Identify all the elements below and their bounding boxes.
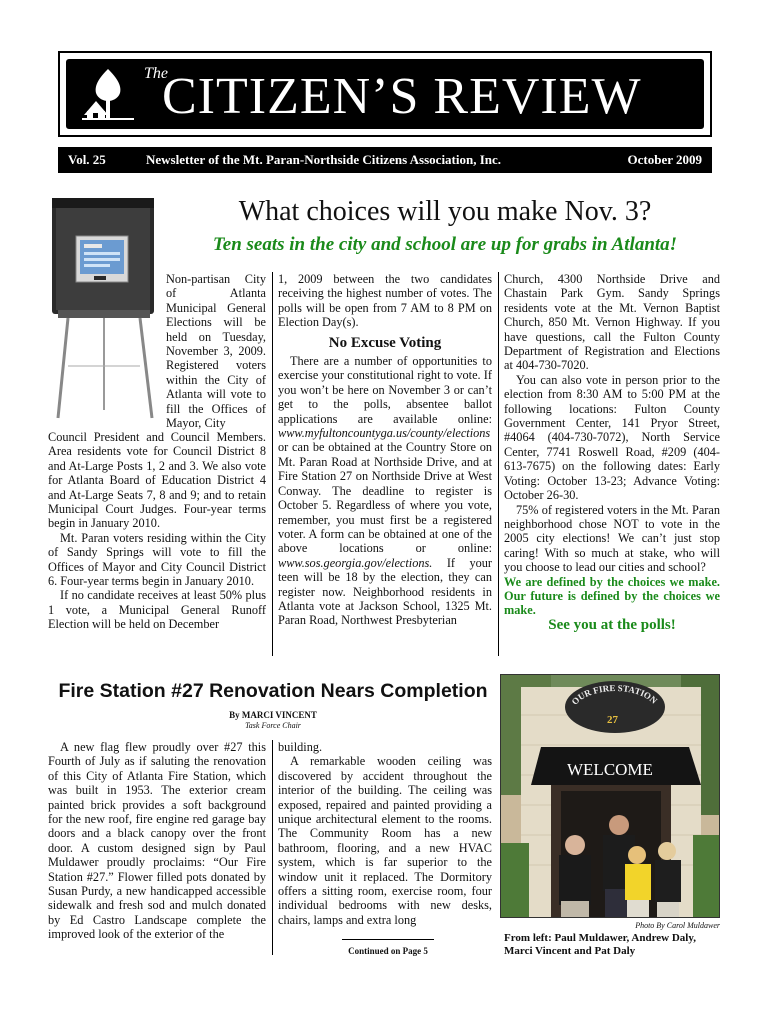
lead-col2-p2b: or can be obtained at the Country Store on Mt. Paran Road at Northside Drive, and at Fire Station 27 on Northside Drive at West Conway. The deadline to register is October 5. Regardless of where you vote, remember, you must first be a registered voter. A form can be obtained at one of the above locations or online: bbox=[278, 440, 492, 556]
lead-col1-rest: Council President and Council Members. Area residents vote for Council District 8 and At-Large Posts 1, 2 and 3. We also vote for Atlanta Board of Education District 4 and At-Large Seats 7, 8 and 9; and to retain Municipal Court Judges. Four-year terms begin in January 2010. bbox=[48, 430, 266, 531]
byline: By MARCI VINCENT bbox=[229, 710, 317, 720]
lead-col2-p2 bbox=[278, 354, 492, 628]
masthead-banner bbox=[66, 59, 704, 129]
lead-subhead: Ten seats in the city and school are up for grabs in Atlanta! bbox=[212, 234, 678, 255]
lead-headline: What choices will you make Nov. 3? bbox=[238, 196, 652, 227]
see-you-at-polls: See you at the polls! bbox=[548, 616, 676, 633]
defined-by-choices: We are defined by the choices we make. Our future is defined by the choices we make. bbox=[504, 574, 720, 618]
lead-col2-p2a: There are a number of opportunities to exercise your constitutional right to vote. If you won’t be here on November 3 or can’t get to the polls, absentee ballot applications are available online: bbox=[278, 354, 492, 426]
issue-bar bbox=[58, 147, 712, 173]
fire-col2-p1: A remarkable wooden ceiling was discovered by accident throughout the interior of the building. The ceiling was exposed, repaired and painted providing a unique architectural element to the rooms. The Community Room has a new bathroom, flooring, and a new HVAC system, which is far superior to the window unit it replaced. The Dormitory offers a sitting room, exercise room, four individual bedrooms with new desks, chairs, lamps and extra long bbox=[278, 754, 492, 927]
voting-booth-image bbox=[48, 196, 160, 424]
photo-caption: From left: Paul Muldawer, Andrew Daly, Marci Vincent and Pat Daly bbox=[504, 932, 696, 957]
continued-on-page: Continued on Page 5 bbox=[348, 946, 428, 956]
sos-georgia-link[interactable]: www.sos.georgia.gov/elections. bbox=[278, 555, 433, 570]
lead-col1-top-text: Non-partisan City of Atlanta Municipal General Elections will be held on Tuesday, November 3, 2009. Registered voters within the City of Atlanta will vote to fill the Offices of Mayor, City bbox=[166, 272, 266, 431]
photo-sign-arc: OUR FIRE STATION bbox=[569, 682, 660, 707]
tree-house-logo-icon bbox=[78, 63, 138, 125]
byline-role: Task Force Chair bbox=[245, 721, 301, 730]
fire-col1 bbox=[48, 740, 266, 942]
lead-col1-p2: Mt. Paran voters residing within the City of Sandy Springs will vote to fill the Offices of Mayor and City Council District 6. Four-year terms begin in January 2010. bbox=[48, 530, 266, 589]
fire-station-photo-illustration bbox=[501, 675, 720, 918]
column-rule bbox=[272, 740, 273, 955]
fire-col2-p0: building. bbox=[278, 740, 323, 754]
column-rule bbox=[272, 272, 273, 656]
no-excuse-voting-heading: No Excuse Voting bbox=[328, 334, 442, 351]
masthead-the: The bbox=[144, 65, 168, 82]
fire-col1-text: A new flag flew proudly over #27 this Fourth of July as if saluting the renovation of this City of Atlanta Fire Station, which was built in 1953. The exterior cream painted brick provides a soft background for the new roof, fire engine red garage bay doors and a black canopy over the front door. A custom designed sign by Paul Muldawer proudly proclaims: “Our Fire Station #27.” Flower filled pots donated by Susan Purdy, a new handicapped accessible sidewalk and fresh sod and mulch donated by Ed Castro Landscape complete the improved look of the exterior of the bbox=[48, 740, 266, 942]
lead-col3-p2: You can also vote in person prior to the election from 8:30 AM to 5:00 PM at the following locations: Fulton County Government Center, 141 Pryor Street, #4064 (404-730-7072), North Service Center, 7741 Roswell Road, #209 (404-613-7675) on the following dates: Early Voting: October 13-23; Advance Voting: October 26-30. bbox=[504, 372, 720, 503]
newsletter-title: CITIZEN’S REVIEW bbox=[162, 68, 642, 125]
masthead bbox=[58, 51, 712, 137]
lead-col3-p3: 75% of registered voters in the Mt. Paran neighborhood chose NOT to vote in the 2005 city elections! We can’t just stop caring! With so much at stake, who will you choose to lead our cities and school? bbox=[504, 502, 720, 575]
continued-rule bbox=[342, 939, 434, 940]
lead-col2-p1: 1, 2009 between the two candidates receiving the highest number of votes. The polls will be open from 7 AM to 8 PM on Election Day(s). bbox=[278, 272, 492, 330]
fire-col2 bbox=[278, 740, 492, 927]
fire-station-headline: Fire Station #27 Renovation Nears Completion bbox=[58, 680, 488, 702]
photo-sign-number: 27 bbox=[607, 714, 618, 726]
fulton-elections-link[interactable]: www.myfultoncountyga.us/county/elections bbox=[278, 426, 491, 441]
issue-date: October 2009 bbox=[627, 152, 702, 167]
photo-canopy-text: WELCOME bbox=[567, 760, 653, 779]
lead-col2 bbox=[278, 272, 492, 628]
lead-col1-p3: If no candidate receives at least 50% plus 1 vote, a Municipal General Runoff Election will be held on December bbox=[48, 588, 266, 632]
lead-col1-top bbox=[166, 272, 266, 430]
photo-credit: Photo By Carol Muldawer bbox=[635, 921, 720, 930]
volume-label: Vol. 25 bbox=[68, 152, 106, 167]
fire-station-photo bbox=[500, 674, 720, 918]
lead-col1 bbox=[48, 430, 266, 632]
lead-col3 bbox=[504, 272, 720, 632]
lead-col2-p2c: If your teen will be 18 by the election, they can register now. Neighborhood residents in Atlanta vote at Jackson School, 1325 Mt. Paran Road, Northwest Presbyterian bbox=[278, 555, 492, 628]
column-rule bbox=[498, 272, 499, 656]
lead-col3-p1: Church, 4300 Northside Drive and Chastain Park Gym. Sandy Springs residents vote at the Mt. Vernon Baptist Church, 850 Mt. Vernon Highway. If you have questions, call the Fulton County Department of Registration and Elections at 404-730-7020. bbox=[504, 272, 720, 373]
newsletter-subtitle: Newsletter of the Mt. Paran-Northside Citizens Association, Inc. bbox=[146, 152, 502, 167]
